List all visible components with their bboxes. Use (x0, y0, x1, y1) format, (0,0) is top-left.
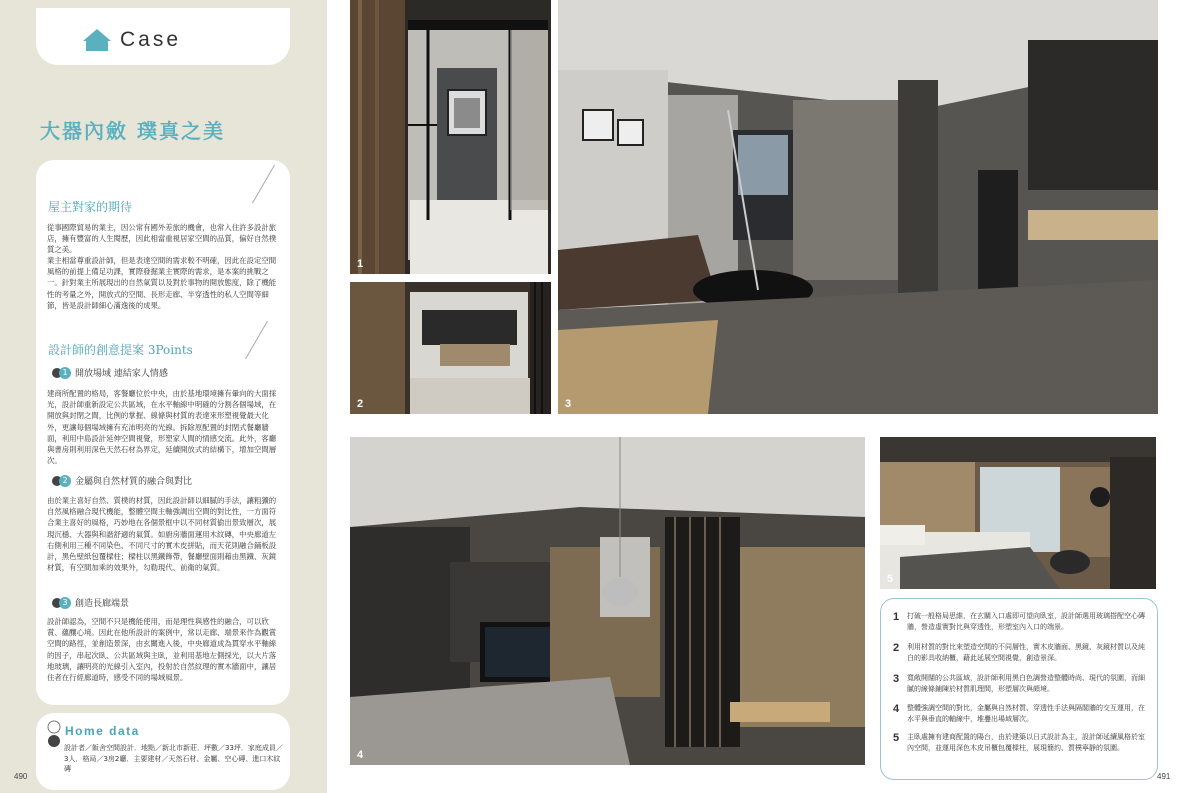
paragraph: 業主相當尊重設計師，但是表達空間的需求較不明確，因此在設定空間風格的前提上備足功課，實際發掘業主實際的需求，是本案的挑戰之一。針對業主所展現出的自然氣質以及對於事物的開放態度，除了機能性的考量之外，開放式的空間、長形走廊、半穿透性的私人空間等細節，皆是設計師細心滿逸後的成果。 (47, 256, 277, 310)
photo-2 (350, 282, 551, 414)
paragraph: 建商所配置的格局，客餐廳位於中央，由於基地環境擁有暈向的大面採光，設計師重新設定公共區域，在水平軸線中明確的分割各個場域，在開放與封閉之間，比例的掌握、線條與材質的表達來形塑視覺最大化外，更讓每個場域擁有充沛明亮的光線。拆除原配置的封閉式餐廳牆面，利用中島設計延伸空間視覺，形塑家人間的情感交流。此外，客廳與書房則利用深色天然石材為界定，延續開放式的結構下，增加空間層次。 (47, 389, 277, 466)
page-number-left: 490 (14, 772, 28, 781)
point-marker: 3 (52, 597, 71, 609)
section-title-proposal: 設計師的創意提案 3Points (48, 343, 193, 357)
house-icon (82, 28, 112, 52)
caption-item: 2 利用材質的對比來塑造空間的不同層性，實木皮牆面、黑鏡、灰鏡材質以及純白的影具收納櫃，藉此延展空間視覺，創造景深。 (893, 642, 1145, 662)
caption-item: 3 寬敞開闊的公共區域，設計師利用黑白色調營造整體時尚、現代的氛圍，而細膩的線條鋪陳於材質肌理間，形塑層次與頗境。 (893, 673, 1145, 693)
article-title: 大器內斂 璞真之美 (40, 119, 225, 143)
photo-number: 2 (357, 398, 364, 410)
point-heading: 3 創造長廊端景 (52, 596, 129, 609)
photo-5 (880, 437, 1156, 589)
home-data-dots-icon (47, 720, 61, 748)
photo-1 (350, 0, 551, 274)
paragraph: 從事國際貿易的業主，因公常有國外差旅的機會，也常入住許多設計旅店，擁有豐富的人生閱歷，因此相當重視居家空間的品質，偏好自然樸質之美。 (47, 223, 277, 255)
point-marker: 1 (52, 367, 71, 379)
photo-number: 1 (357, 258, 364, 270)
case-label: Case (120, 28, 182, 51)
caption-item: 1 打破一般格局思維，在玄關入口處即可望向臥室，設計師選用玻璃搭配空心磚牆，營造虛實對比與穿透性，形塑室內入口的端景。 (893, 611, 1145, 631)
caption-item: 5 主臥處擁有建商配置的陽台，由於建築以日式設計為主，設計師延續風格於室內空間，並運用深色木皮吊櫃包覆樑柱，展現簡約、質樸寧靜的氛圍。 (893, 732, 1145, 752)
point-marker: 2 (52, 475, 71, 487)
home-data-text: 設計者／飯舍空間設計．地點／新北市新莊．坪數／33坪．家庭成員／3人．格局／3房2廳．主要建材／天然石材、金屬、空心磚、進口木紋磚 (64, 744, 283, 773)
photo-number: 4 (357, 749, 364, 761)
photo-number: 3 (565, 398, 572, 410)
paragraph: 由於業主喜好自然、質樸的材質，因此設計師以細膩的手法，讓粗獷的自然風格融合現代機能，整體空間主軸強調出空間的對比性，一方面符合業主喜好的風格，巧妙地在各個景框中以不同材質偷出景致層次，展現沉穩、大器與和諧舒適的氣質。如廚房牆面運用木紋磚，中央廊道左右側利用三種不同染色、不同尺寸的實木皮拼貼，而天花則融合鋪板設計，黑色壁紙包覆樑柱；樑柱以黑鐵飾帶，餐廳壁面則藉由黑鐵、灰鏡材質，有空間加乘的效果外，勾勒現代、前衛的氣質。 (47, 496, 277, 573)
home-data-title: Home data (65, 724, 140, 738)
page-number-right: 491 (1157, 772, 1171, 781)
photo-3 (558, 0, 1158, 414)
photo-number: 5 (887, 573, 894, 585)
point-heading: 2 金屬與自然材質的融合與對比 (52, 474, 192, 487)
point-heading: 1 開放場域 連結家人情感 (52, 366, 168, 379)
photo-4 (350, 437, 865, 765)
caption-item: 4 整體強調空間的對比，金屬與自然材質、穿透性手法與隔閣牆的交互運用，在水平與垂直的軸線中，堆疊出場域層次。 (893, 703, 1145, 723)
section-title-expectation: 屋主對家的期待 (48, 200, 133, 214)
paragraph: 設計師認為，空間不只是機能使用，而是理性與感性的融合，可以欣賞、蘊釀心境。因此在他所設計的案例中，常以走廊、端景來作為觀賞空間的路徑，並創造景深，由玄關進入後，中央廊道成為貫穿水平軸線的因子，串起次臥、公共區域與主臥，並利用基地左側採光，以大片落地玻璃，讓明亮的光線引入室內，投射於自然紋理的實木牆面中，讓居住者在行經廊道時，感受不同的場域風景。 (47, 617, 277, 683)
